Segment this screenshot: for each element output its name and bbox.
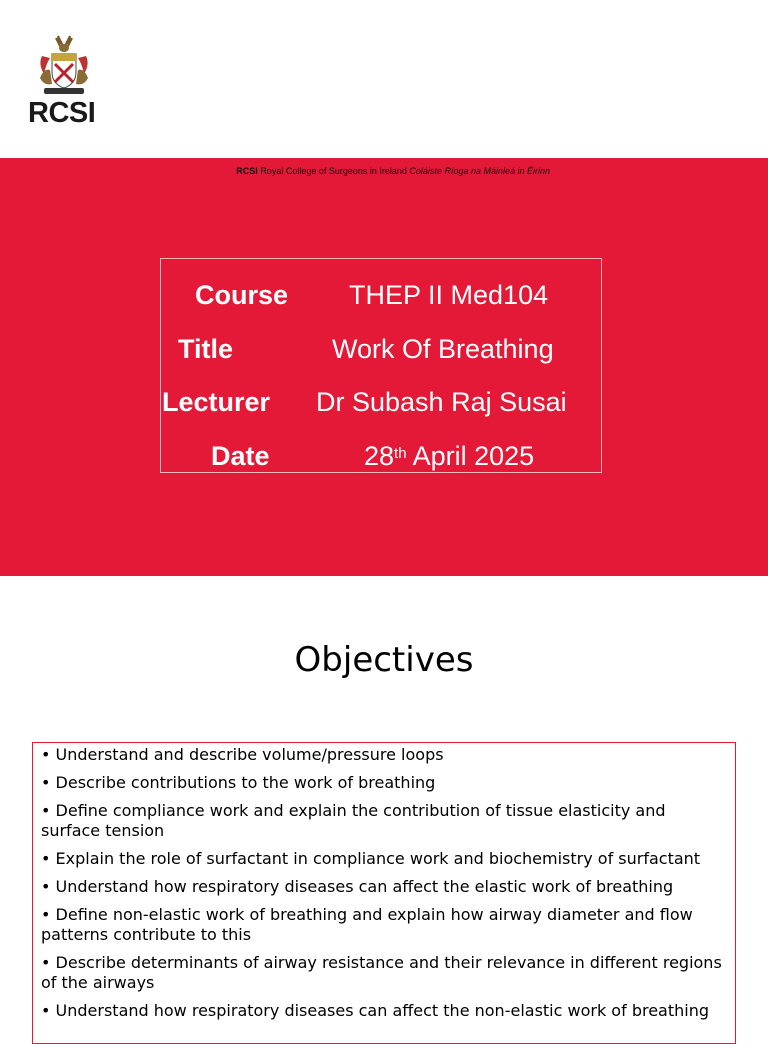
- date-day: 28: [364, 441, 395, 471]
- objectives-box: [32, 742, 736, 1044]
- date-suffix: th: [394, 445, 407, 462]
- objectives-heading: Objectives: [294, 640, 474, 680]
- logo-wordmark: RCSI: [28, 97, 96, 129]
- college-tagline: [230, 166, 550, 177]
- objective-item: • Understand how respiratory diseases can affect the non-elastic work of breathing: [41, 1001, 709, 1020]
- tagline-abbr: RCSI: [236, 166, 258, 176]
- objective-item: • Define non-elastic work of breathing and explain how airway diameter and flow patterns contribute to this: [41, 905, 693, 944]
- course-info-box: [160, 258, 602, 473]
- course-row: [161, 275, 601, 315]
- lecturer-value: Dr Subash Raj Susai: [316, 387, 567, 417]
- objectives-list: [33, 743, 735, 1021]
- title-label: Title: [178, 334, 234, 364]
- lecturer-label: Lecturer: [162, 387, 271, 417]
- objectives-section: [0, 576, 768, 1024]
- course-label: Course: [195, 280, 289, 310]
- title-banner: [0, 158, 768, 576]
- title-row: [161, 329, 601, 369]
- crest-icon: [36, 34, 92, 96]
- objective-item: • Describe determinants of airway resistance and their relevance in different regions of the airways: [41, 953, 722, 992]
- title-value: Work Of Breathing: [332, 334, 554, 364]
- date-month-year: April 2025: [406, 441, 535, 471]
- rcsi-logo: [28, 34, 98, 130]
- date-label: Date: [211, 441, 270, 471]
- objective-item: • Define compliance work and explain the contribution of tissue elasticity and surface tension: [41, 801, 666, 840]
- tagline-irish: Coláiste Ríoga na Máinleá in Éirinn: [409, 166, 550, 176]
- lecturer-row: [161, 382, 601, 422]
- objective-item: • Understand how respiratory diseases can affect the elastic work of breathing: [41, 877, 674, 896]
- tagline-english: Royal College of Surgeons in Ireland: [260, 166, 407, 176]
- course-value: THEP II Med104: [349, 280, 549, 310]
- page-header: [0, 0, 768, 158]
- date-row: [161, 436, 601, 476]
- objective-item: • Describe contributions to the work of breathing: [41, 773, 436, 792]
- objective-item: • Understand and describe volume/pressure loops: [41, 745, 444, 764]
- date-value: [364, 436, 534, 476]
- objective-item: • Explain the role of surfactant in compliance work and biochemistry of surfactant: [41, 849, 701, 868]
